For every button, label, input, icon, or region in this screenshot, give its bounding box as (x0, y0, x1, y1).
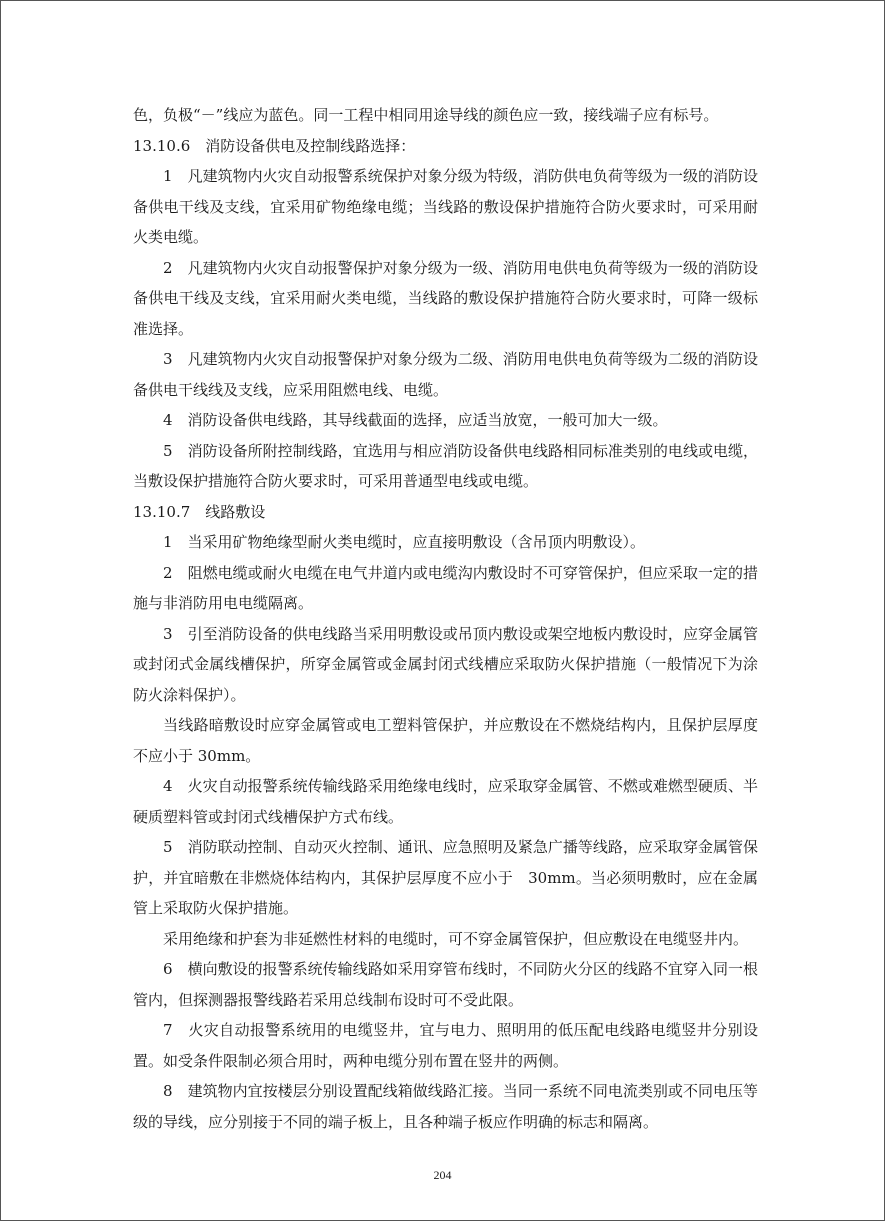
clause-13-10-7-5: 5 消防联动控制、自动灭火控制、通讯、应急照明及紧急广播等线路，应采取穿金属管保护，并宜暗敷在非燃烧体结构内，其保护层厚度不应小于 30mm。当必须明敷时，应在金属管上采取防火保护措施。 (133, 838, 758, 917)
clause-13-10-7-4: 4 火灾自动报警系统传输线路采用绝缘电线时，应采取穿金属管、不燃或难燃型硬质、半硬质塑料管或封闭式线槽保护方式布线。 (133, 777, 758, 826)
clause-13-10-6-3: 3 凡建筑物内火灾自动报警保护对象分级为二级、消防用电供电负荷等级为二级的消防设备供电干线线及支线，应采用阻燃电线、电缆。 (133, 350, 758, 399)
section-heading-13-10-6: 13.10.6 消防设备供电及控制线路选择： (133, 136, 416, 155)
page-number: 204 (433, 1168, 452, 1182)
paragraph-continuation: 色，负极“－”线应为蓝色。同一工程中相同用途导线的颜色应一致，接线端子应有标号。 (133, 106, 719, 124)
clause-13-10-6-2: 2 凡建筑物内火灾自动报警保护对象分级为一级、消防用电供电负荷等级为一级的消防设备供电干线及支线，宜采用耐火类电缆，当线路的敷设保护措施符合防火要求时，可降一级标准选择。 (133, 258, 758, 338)
clause-13-10-6-1: 1 凡建筑物内火灾自动报警系统保护对象分级为特级，消防供电负荷等级为一级的消防设备供电干线及支线，宜采用矿物绝缘电缆；当线路的敷设保护措施符合防火要求时，可采用耐火类电缆。 (133, 167, 758, 246)
clause-13-10-7-3-note: 当线路暗敷设时应穿金属管或电工塑料管保护，并应敷设在不燃烧结构内，且保护层厚度不应小于 30mm。 (133, 716, 758, 765)
section-heading-13-10-7: 13.10.7 线路敷设 (133, 502, 266, 521)
clause-13-10-7-5-note: 采用绝缘和护套为非延燃性材料的电缆时，可不穿金属管保护，但应敷设在电缆竖井内。 (163, 929, 749, 948)
clause-13-10-7-7: 7 火灾自动报警系统用的电缆竖井，宜与电力、照明用的低压配电线路电缆竖井分别设置。如受条件限制必须合用时，两种电缆分别布置在竖井的两侧。 (133, 1021, 758, 1070)
clause-13-10-6-4: 4 消防设备供电线路，其导线截面的选择，应适当放宽，一般可加大一级。 (163, 411, 668, 429)
clause-13-10-7-6: 6 横向敷设的报警系统传输线路如采用穿管布线时，不同防火分区的线路不宜穿入同一根管内，但探测器报警线路若采用总线制布设时可不受此限。 (133, 960, 758, 1009)
clause-13-10-7-1: 1 当采用矿物绝缘型耐火类电缆时，应直接明敷设（含吊顶内明敷设）。 (163, 533, 646, 551)
document-body (133, 100, 758, 1137)
clause-13-10-7-3: 3 引至消防设备的供电线路当采用明敷设或吊顶内敷设或架空地板内敷设时，应穿金属管或封闭式金属线槽保护，所穿金属管或金属封闭式线槽应采取防火保护措施（一般情况下为涂防火涂料保护）。 (133, 624, 758, 704)
clause-13-10-7-2: 2 阻燃电缆或耐火电缆在电气井道内或电缆沟内敷设时不可穿管保护，但应采取一定的措施与非消防用电电缆隔离。 (133, 563, 758, 612)
clause-13-10-7-8: 8 建筑物内宜按楼层分别设置配线箱做线路汇接。当同一系统不同电流类别或不同电压等级的导线，应分别接于不同的端子板上，且各种端子板应作明确的标志和隔离。 (133, 1082, 758, 1131)
clause-13-10-6-5: 5 消防设备所附控制线路，宜选用与相应消防设备供电线路相同标准类别的电线或电缆，当敷设保护措施符合防火要求时，可采用普通型电线或电缆。 (133, 441, 758, 490)
